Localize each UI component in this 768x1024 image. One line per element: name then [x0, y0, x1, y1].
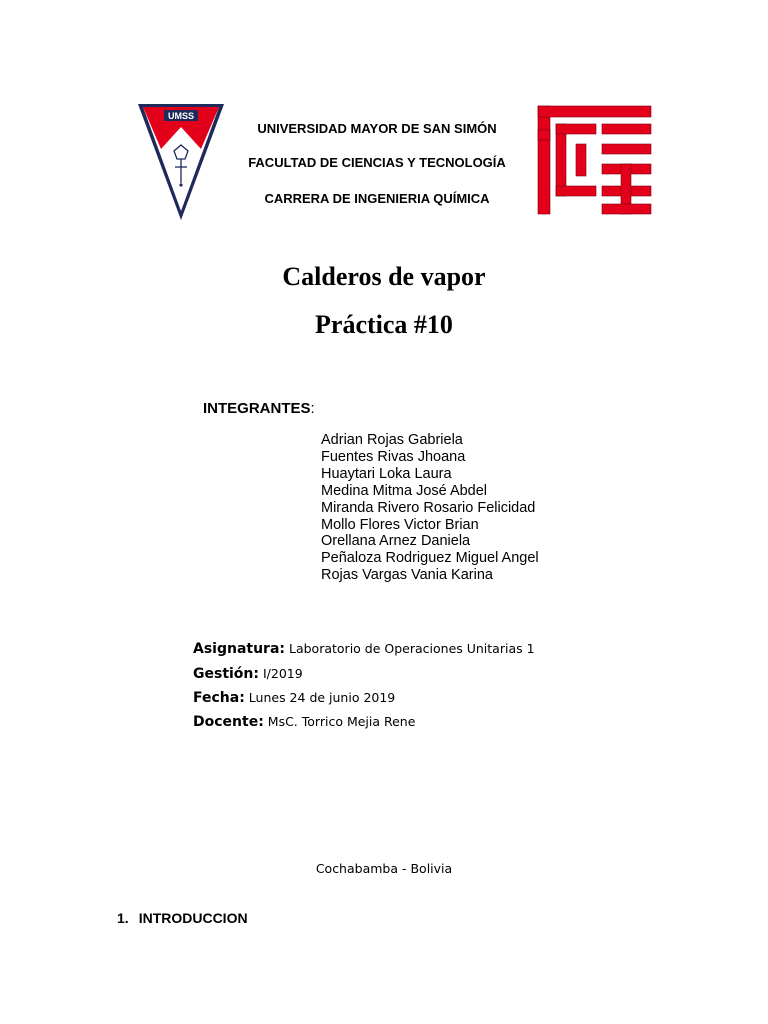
asignatura-label: Asignatura: [193, 641, 286, 657]
fcyt-logo [536, 104, 653, 216]
member-name: Peñaloza Rodriguez Miguel Angel [321, 550, 539, 567]
fecha-label: Fecha: [193, 690, 245, 706]
member-name: Fuentes Rivas Jhoana [321, 448, 466, 465]
location: Cochabamba - Bolivia [315, 861, 453, 876]
fecha-value: Lunes 24 de junio 2019 [248, 690, 396, 705]
practice-number: Práctica #10 [315, 310, 453, 339]
section-number: 1. [117, 910, 129, 926]
member-name: Rojas Vargas Vania Karina [321, 567, 493, 584]
umss-logo-text: UMSS [167, 111, 195, 121]
info-fecha [193, 690, 395, 706]
info-docente [193, 714, 415, 730]
info-gestion [193, 666, 303, 682]
member-name: Orellana Arnez Daniela [321, 533, 471, 550]
university-name: UNIVERSIDAD MAYOR DE SAN SIMÓN [257, 121, 497, 136]
members-heading-label: INTEGRANTES [203, 400, 311, 417]
member-name: Huaytari Loka Laura [321, 465, 452, 482]
document-title: Calderos de vapor [282, 262, 486, 291]
members-heading [203, 400, 315, 417]
member-name: Miranda Rivero Rosario Felicidad [321, 499, 536, 516]
gestion-label: Gestión: [193, 666, 259, 682]
umss-logo [137, 103, 225, 221]
section-title: INTRODUCCION [138, 910, 248, 926]
docente-label: Docente: [193, 714, 264, 730]
docente-value: MsC. Torrico Mejia Rene [267, 714, 416, 729]
member-name: Mollo Flores Victor Brian [321, 516, 479, 533]
member-name: Medina Mitma José Abdel [321, 482, 488, 499]
gestion-value: I/2019 [262, 666, 303, 681]
career-name: CARRERA DE INGENIERIA QUÍMICA [264, 191, 490, 206]
info-asignatura [193, 641, 535, 657]
asignatura-value: Laboratorio de Operaciones Unitarias 1 [289, 641, 535, 656]
member-name: Adrian Rojas Gabriela [321, 432, 463, 448]
members-heading-colon: : [310, 400, 315, 417]
members-list [321, 432, 539, 584]
faculty-name: FACULTAD DE CIENCIAS Y TECNOLOGÍA [248, 155, 506, 170]
section-heading [117, 910, 248, 926]
